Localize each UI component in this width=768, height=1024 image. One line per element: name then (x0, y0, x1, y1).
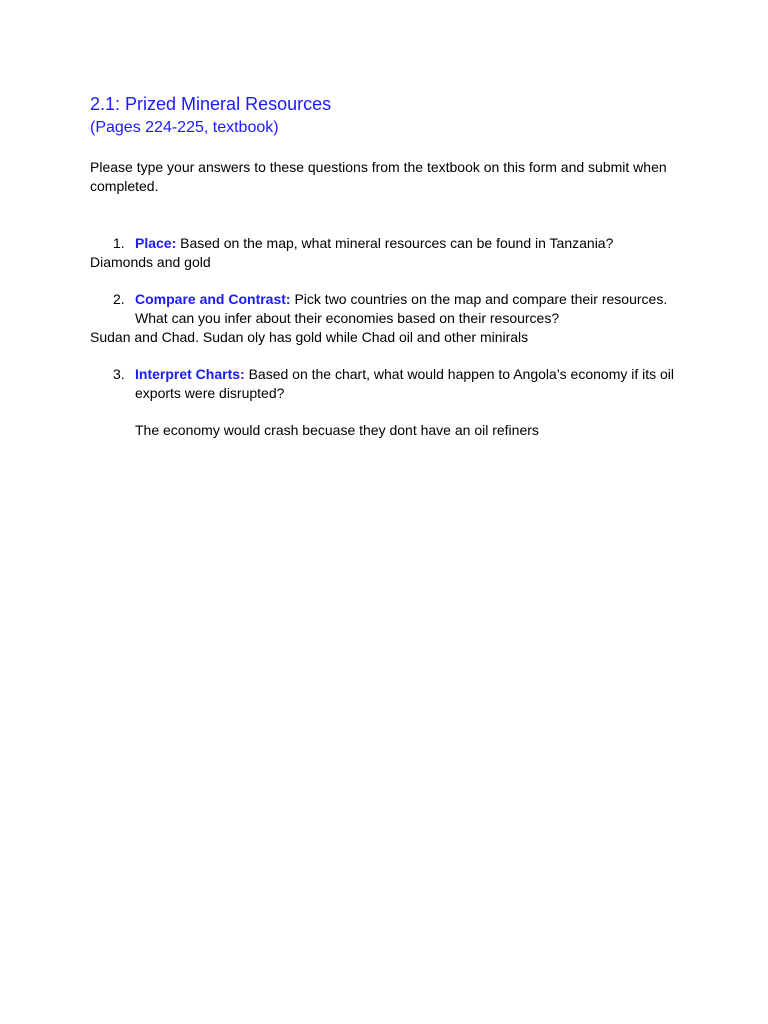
question-1-label: Place: (135, 235, 177, 251)
answer-3: The economy would crash becuase they dont have an oil refiners (135, 422, 539, 438)
question-2-number: 2. (113, 291, 125, 307)
answer-2: Sudan and Chad. Sudan oly has gold while Chad oil and other minirals (90, 329, 529, 345)
document-subtitle: (Pages 224-225, textbook) (90, 119, 279, 136)
instructions-paragraph: Please type your answers to these questions from the textbook on this form and submit when completed. (90, 159, 667, 194)
question-2 (135, 290, 695, 328)
document-title: 2.1: Prized Mineral Resources (90, 94, 332, 114)
question-1-text: Based on the map, what mineral resources can be found in Tanzania? (176, 235, 614, 251)
question-3-text: Based on the chart, what would happen to Angola’s economy if its oil exports were disrupted? (135, 366, 675, 401)
question-3-label: Interpret Charts: (135, 366, 245, 382)
question-3-number: 3. (113, 366, 125, 382)
question-2-label: Compare and Contrast: (135, 291, 291, 307)
question-1 (135, 234, 695, 253)
question-1-number: 1. (113, 235, 125, 251)
question-2-text: Pick two countries on the map and compare their resources. What can you infer about their economies based on their resources? (135, 291, 668, 326)
answer-1: Diamonds and gold (90, 254, 211, 270)
question-3 (135, 365, 695, 403)
